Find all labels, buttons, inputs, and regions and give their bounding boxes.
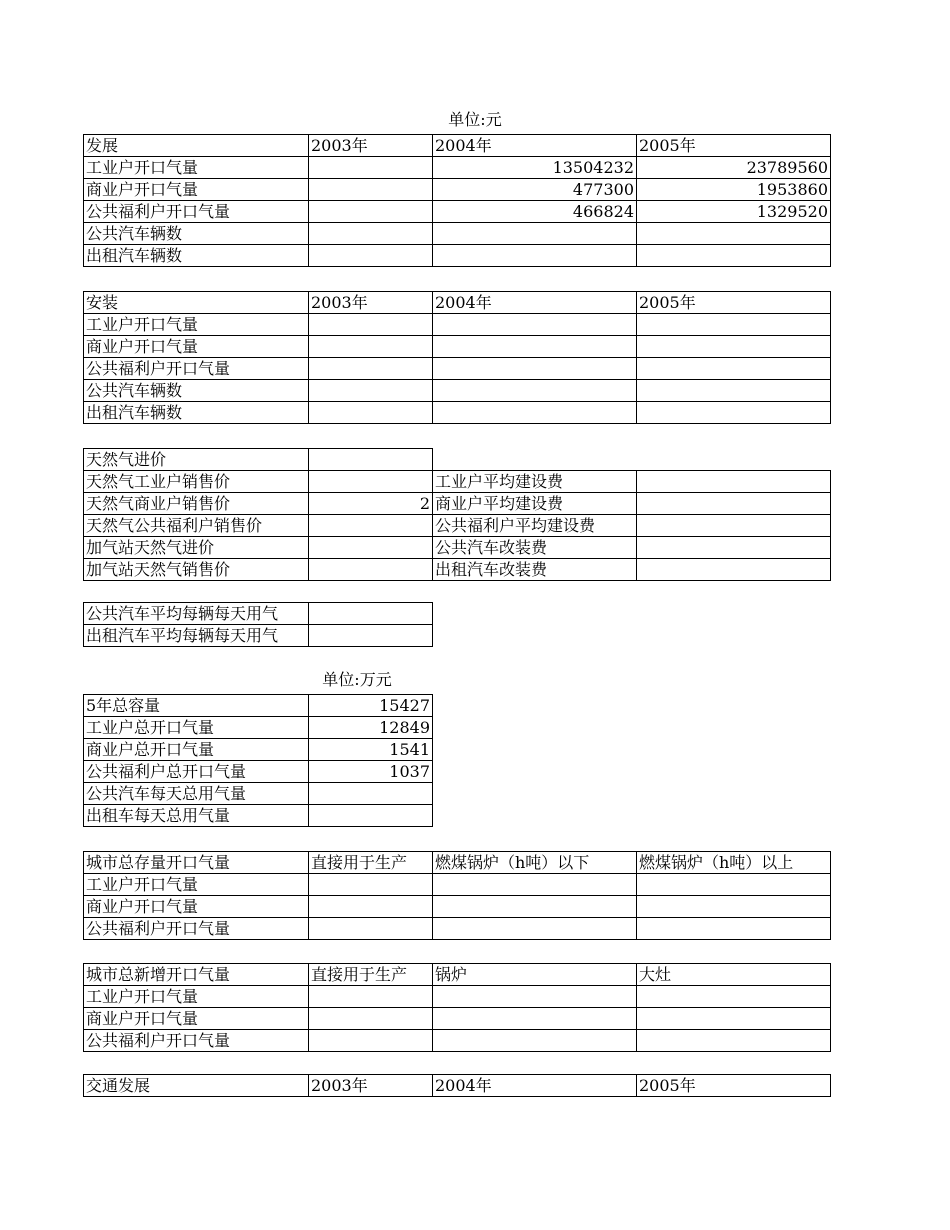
row-label[interactable]: 公共福利户平均建设费 [433, 515, 637, 537]
value-cell[interactable] [309, 874, 433, 896]
value-cell[interactable] [309, 314, 433, 336]
table-row [84, 223, 831, 245]
value-cell[interactable]: 466824 [433, 201, 637, 223]
row-label[interactable]: 天然气进价 [84, 449, 309, 471]
header-cell[interactable]: 2003年 [309, 135, 433, 157]
value-cell[interactable] [309, 918, 433, 940]
value-cell[interactable] [433, 1030, 637, 1052]
value-cell[interactable]: 13504232 [433, 157, 637, 179]
table-row [84, 336, 831, 358]
value-cell[interactable] [309, 783, 433, 805]
row-label[interactable]: 5年总容量 [84, 695, 309, 717]
row-label[interactable]: 工业户总开口气量 [84, 717, 309, 739]
value-cell[interactable] [309, 471, 433, 493]
row-label[interactable]: 天然气商业户销售价 [84, 493, 309, 515]
row-label[interactable]: 出租车每天总用气量 [84, 805, 309, 827]
value-cell[interactable] [637, 223, 831, 245]
value-cell[interactable] [637, 918, 831, 940]
value-cell[interactable] [637, 874, 831, 896]
table-row [84, 471, 831, 493]
header-cell[interactable]: 锅炉 [433, 964, 637, 986]
header-cell[interactable]: 燃煤锅炉（h吨）以下 [433, 852, 637, 874]
row-label[interactable]: 商业户开口气量 [84, 1008, 309, 1030]
value-cell[interactable] [433, 986, 637, 1008]
existing-capacity-table [83, 851, 831, 940]
header-cell[interactable]: 城市总存量开口气量 [84, 852, 309, 874]
development-table [83, 134, 831, 267]
row-label[interactable]: 公共汽车每天总用气量 [84, 783, 309, 805]
row-label[interactable]: 公共汽车平均每辆每天用气 [84, 603, 309, 625]
value-cell[interactable] [309, 380, 433, 402]
table-row [84, 986, 831, 1008]
row-label[interactable]: 出租汽车辆数 [84, 245, 309, 267]
value-cell[interactable] [433, 314, 637, 336]
header-cell[interactable]: 大灶 [637, 964, 831, 986]
row-label[interactable]: 工业户开口气量 [84, 157, 309, 179]
value-cell[interactable] [309, 805, 433, 827]
row-label[interactable]: 加气站天然气进价 [84, 537, 309, 559]
header-cell[interactable]: 2005年 [637, 135, 831, 157]
value-cell[interactable] [309, 336, 433, 358]
row-label[interactable]: 公共福利户开口气量 [84, 1030, 309, 1052]
header-cell[interactable]: 发展 [84, 135, 309, 157]
row-label[interactable]: 商业户开口气量 [84, 336, 309, 358]
value-cell[interactable]: 12849 [309, 717, 433, 739]
table-row [84, 918, 831, 940]
row-label[interactable]: 商业户总开口气量 [84, 739, 309, 761]
table-row [84, 805, 433, 827]
row-label[interactable]: 公共福利户总开口气量 [84, 761, 309, 783]
value-cell[interactable]: 1037 [309, 761, 433, 783]
header-cell[interactable]: 2004年 [433, 1075, 637, 1097]
unit-label-wan: 单位:万元 [322, 670, 392, 689]
value-cell[interactable]: 2 [309, 493, 433, 515]
table-row [84, 896, 831, 918]
value-cell[interactable] [433, 358, 637, 380]
table-row [84, 402, 831, 424]
value-cell[interactable]: 1541 [309, 739, 433, 761]
empty-cell [637, 449, 831, 471]
value-cell[interactable] [309, 1030, 433, 1052]
row-label[interactable]: 公共福利户开口气量 [84, 201, 309, 223]
header-cell[interactable]: 2003年 [309, 1075, 433, 1097]
row-label[interactable]: 商业户开口气量 [84, 896, 309, 918]
value-cell[interactable] [309, 223, 433, 245]
table-row [84, 537, 831, 559]
value-cell[interactable] [637, 314, 831, 336]
value-cell[interactable] [433, 245, 637, 267]
table-row [84, 625, 433, 647]
table-header-row [84, 135, 831, 157]
table-row [84, 1008, 831, 1030]
value-cell[interactable] [637, 1008, 831, 1030]
value-cell[interactable]: 15427 [309, 695, 433, 717]
table-row [84, 1030, 831, 1052]
value-cell[interactable] [637, 1030, 831, 1052]
header-cell[interactable]: 交通发展 [84, 1075, 309, 1097]
value-cell[interactable] [309, 986, 433, 1008]
table-row [84, 449, 831, 471]
row-label[interactable]: 工业户开口气量 [84, 874, 309, 896]
table-row [84, 874, 831, 896]
table-row [84, 157, 831, 179]
row-label[interactable]: 公共汽车辆数 [84, 380, 309, 402]
row-label[interactable]: 出租汽车辆数 [84, 402, 309, 424]
value-cell[interactable]: 477300 [433, 179, 637, 201]
table-row [84, 695, 433, 717]
table-header-row [84, 1075, 831, 1097]
value-cell[interactable] [637, 559, 831, 581]
value-cell[interactable] [309, 515, 433, 537]
value-cell[interactable] [309, 157, 433, 179]
value-cell[interactable] [309, 896, 433, 918]
table-row [84, 179, 831, 201]
value-cell[interactable] [433, 223, 637, 245]
header-cell[interactable]: 直接用于生产 [309, 852, 433, 874]
table-header-row [84, 964, 831, 986]
value-cell[interactable] [309, 358, 433, 380]
header-cell[interactable]: 安装 [84, 292, 309, 314]
row-label[interactable]: 公共福利户开口气量 [84, 358, 309, 380]
row-label[interactable]: 公共汽车辆数 [84, 223, 309, 245]
table-row [84, 493, 831, 515]
table-row [84, 603, 433, 625]
table-row [84, 783, 433, 805]
row-label[interactable]: 公共汽车改装费 [433, 537, 637, 559]
value-cell[interactable] [309, 1008, 433, 1030]
installation-table [83, 291, 831, 424]
unit-label-yuan: 单位:元 [448, 110, 502, 129]
value-cell[interactable] [309, 245, 433, 267]
value-cell[interactable] [637, 537, 831, 559]
header-cell[interactable]: 2005年 [637, 292, 831, 314]
row-label[interactable]: 出租汽车改装费 [433, 559, 637, 581]
table-header-row [84, 292, 831, 314]
value-cell[interactable] [309, 201, 433, 223]
value-cell[interactable] [433, 1008, 637, 1030]
header-cell[interactable]: 2003年 [309, 292, 433, 314]
empty-cell [433, 449, 637, 471]
value-cell[interactable] [309, 179, 433, 201]
value-cell[interactable]: 1329520 [637, 201, 831, 223]
value-cell[interactable] [433, 380, 637, 402]
new-capacity-table [83, 963, 831, 1052]
table-row [84, 559, 831, 581]
row-label[interactable]: 商业户平均建设费 [433, 493, 637, 515]
header-cell[interactable]: 2005年 [637, 1075, 831, 1097]
table-row [84, 358, 831, 380]
value-cell[interactable] [637, 336, 831, 358]
value-cell[interactable] [309, 625, 433, 647]
value-cell[interactable] [637, 896, 831, 918]
value-cell[interactable] [637, 471, 831, 493]
row-label[interactable]: 出租汽车平均每辆每天用气 [84, 625, 309, 647]
value-cell[interactable] [309, 402, 433, 424]
row-label[interactable]: 天然气公共福利户销售价 [84, 515, 309, 537]
value-cell[interactable] [637, 380, 831, 402]
table-row [84, 761, 433, 783]
header-cell[interactable]: 2004年 [433, 135, 637, 157]
value-cell[interactable] [637, 245, 831, 267]
header-cell[interactable]: 城市总新增开口气量 [84, 964, 309, 986]
header-cell[interactable]: 直接用于生产 [309, 964, 433, 986]
table-row [84, 739, 433, 761]
value-cell[interactable] [433, 874, 637, 896]
row-label[interactable]: 工业户平均建设费 [433, 471, 637, 493]
table-row [84, 245, 831, 267]
value-cell[interactable] [309, 537, 433, 559]
table-row [84, 314, 831, 336]
value-cell[interactable] [433, 918, 637, 940]
row-label[interactable]: 工业户开口气量 [84, 986, 309, 1008]
value-cell[interactable] [309, 559, 433, 581]
value-cell[interactable] [433, 336, 637, 358]
traffic-development-table [83, 1074, 831, 1097]
value-cell[interactable]: 1953860 [637, 179, 831, 201]
row-label[interactable]: 商业户开口气量 [84, 179, 309, 201]
capacity-table [83, 694, 433, 827]
price-table [83, 448, 831, 581]
table-row [84, 717, 433, 739]
header-cell[interactable]: 2004年 [433, 292, 637, 314]
table-row [84, 380, 831, 402]
value-cell[interactable] [433, 402, 637, 424]
value-cell[interactable] [309, 449, 433, 471]
header-cell[interactable]: 燃煤锅炉（h吨）以上 [637, 852, 831, 874]
value-cell[interactable] [309, 603, 433, 625]
table-row [84, 515, 831, 537]
value-cell[interactable] [637, 358, 831, 380]
value-cell[interactable] [637, 986, 831, 1008]
value-cell[interactable] [637, 493, 831, 515]
value-cell[interactable] [637, 515, 831, 537]
vehicle-usage-table [83, 602, 433, 647]
row-label[interactable]: 公共福利户开口气量 [84, 918, 309, 940]
value-cell[interactable] [637, 402, 831, 424]
value-cell[interactable] [433, 896, 637, 918]
row-label[interactable]: 天然气工业户销售价 [84, 471, 309, 493]
value-cell[interactable]: 23789560 [637, 157, 831, 179]
row-label[interactable]: 工业户开口气量 [84, 314, 309, 336]
table-row [84, 201, 831, 223]
row-label[interactable]: 加气站天然气销售价 [84, 559, 309, 581]
table-header-row [84, 852, 831, 874]
